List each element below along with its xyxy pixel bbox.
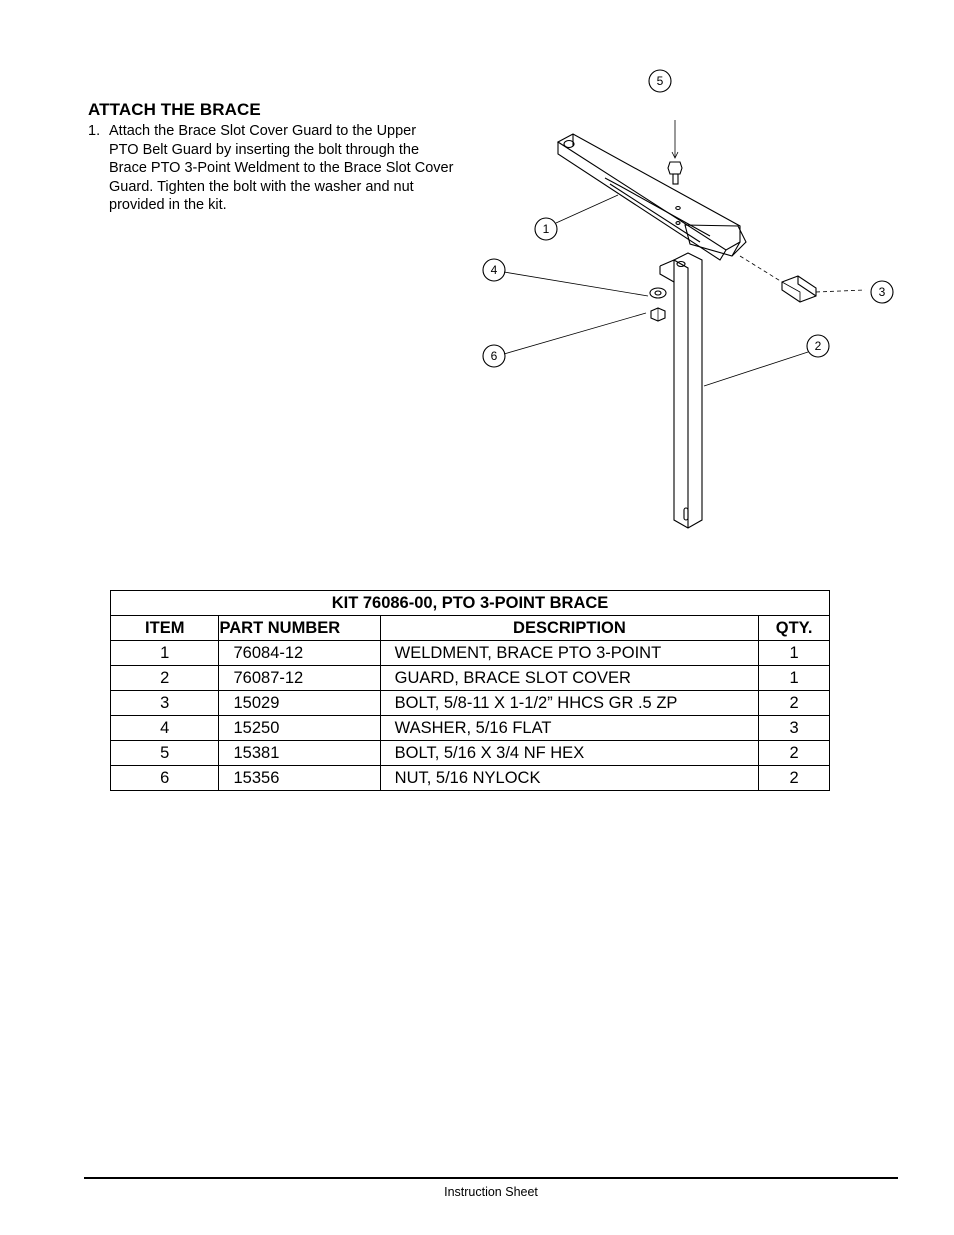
step-line: Brace PTO 3-Point Weldment to the Brace Slot Cover <box>109 160 454 177</box>
cell-part-number: 76084-12 <box>219 641 380 666</box>
cell-part-number: 76087-12 <box>219 666 380 691</box>
cell-qty: 1 <box>759 641 830 666</box>
table-row <box>111 691 830 716</box>
footer-divider <box>84 1177 898 1179</box>
callout-label: 4 <box>490 263 498 277</box>
header-qty: QTY. <box>759 616 830 641</box>
step-line: PTO Belt Guard by inserting the bolt through the <box>109 141 420 158</box>
cell-qty: 3 <box>759 716 830 741</box>
cell-description: BOLT, 5/8-11 X 1-1/2” HHCS GR .5 ZP <box>380 691 758 716</box>
cell-part-number: 15381 <box>219 741 380 766</box>
cell-item: 1 <box>111 641 219 666</box>
cell-description: GUARD, BRACE SLOT COVER <box>380 666 758 691</box>
cell-qty: 2 <box>759 766 830 791</box>
table-row <box>111 766 830 791</box>
cell-description: NUT, 5/16 NYLOCK <box>380 766 758 791</box>
step-line: provided in the kit. <box>109 197 227 214</box>
table-row <box>111 716 830 741</box>
cell-item: 6 <box>111 766 219 791</box>
header-item: ITEM <box>111 616 219 641</box>
callout-label: 3 <box>878 285 886 299</box>
weldment-part <box>558 134 746 260</box>
table-row <box>111 641 830 666</box>
cell-qty: 1 <box>759 666 830 691</box>
callout-label: 2 <box>814 339 822 353</box>
callout-label: 1 <box>542 222 550 236</box>
cell-part-number: 15250 <box>219 716 380 741</box>
small-bolt-part <box>668 120 682 184</box>
exploded-parts-diagram <box>470 60 910 540</box>
nut-part <box>651 308 665 321</box>
table-header-row <box>111 616 830 641</box>
cell-item: 5 <box>111 741 219 766</box>
cell-item: 2 <box>111 666 219 691</box>
leader-lines <box>504 195 808 386</box>
parts-table <box>110 590 830 791</box>
cell-description: WELDMENT, BRACE PTO 3-POINT <box>380 641 758 666</box>
callout-label: 5 <box>656 74 664 88</box>
large-bolt-part <box>740 256 865 302</box>
cell-part-number: 15356 <box>219 766 380 791</box>
washer-part <box>650 288 666 298</box>
step-number: 1. <box>88 123 101 139</box>
instruction-step <box>88 122 488 215</box>
callout-label: 6 <box>490 349 498 363</box>
step-line: Guard. Tighten the bolt with the washer and nut <box>109 178 414 195</box>
header-part-number: PART NUMBER <box>219 616 380 641</box>
section-title: ATTACH THE BRACE <box>88 100 261 119</box>
cell-description: BOLT, 5/16 X 3/4 NF HEX <box>380 741 758 766</box>
cell-qty: 2 <box>759 741 830 766</box>
table-title-row <box>111 591 830 616</box>
cell-item: 4 <box>111 716 219 741</box>
step-text <box>88 122 488 215</box>
table-row <box>111 741 830 766</box>
cell-item: 3 <box>111 691 219 716</box>
cell-description: WASHER, 5/16 FLAT <box>380 716 758 741</box>
cell-part-number: 15029 <box>219 691 380 716</box>
table-title: KIT 76086-00, PTO 3-POINT BRACE <box>111 591 830 616</box>
cell-qty: 2 <box>759 691 830 716</box>
step-line: Attach the Brace Slot Cover Guard to the Upper <box>109 123 417 139</box>
table-row <box>111 666 830 691</box>
footer-text: Instruction Sheet <box>444 1185 538 1199</box>
header-description: DESCRIPTION <box>380 616 758 641</box>
